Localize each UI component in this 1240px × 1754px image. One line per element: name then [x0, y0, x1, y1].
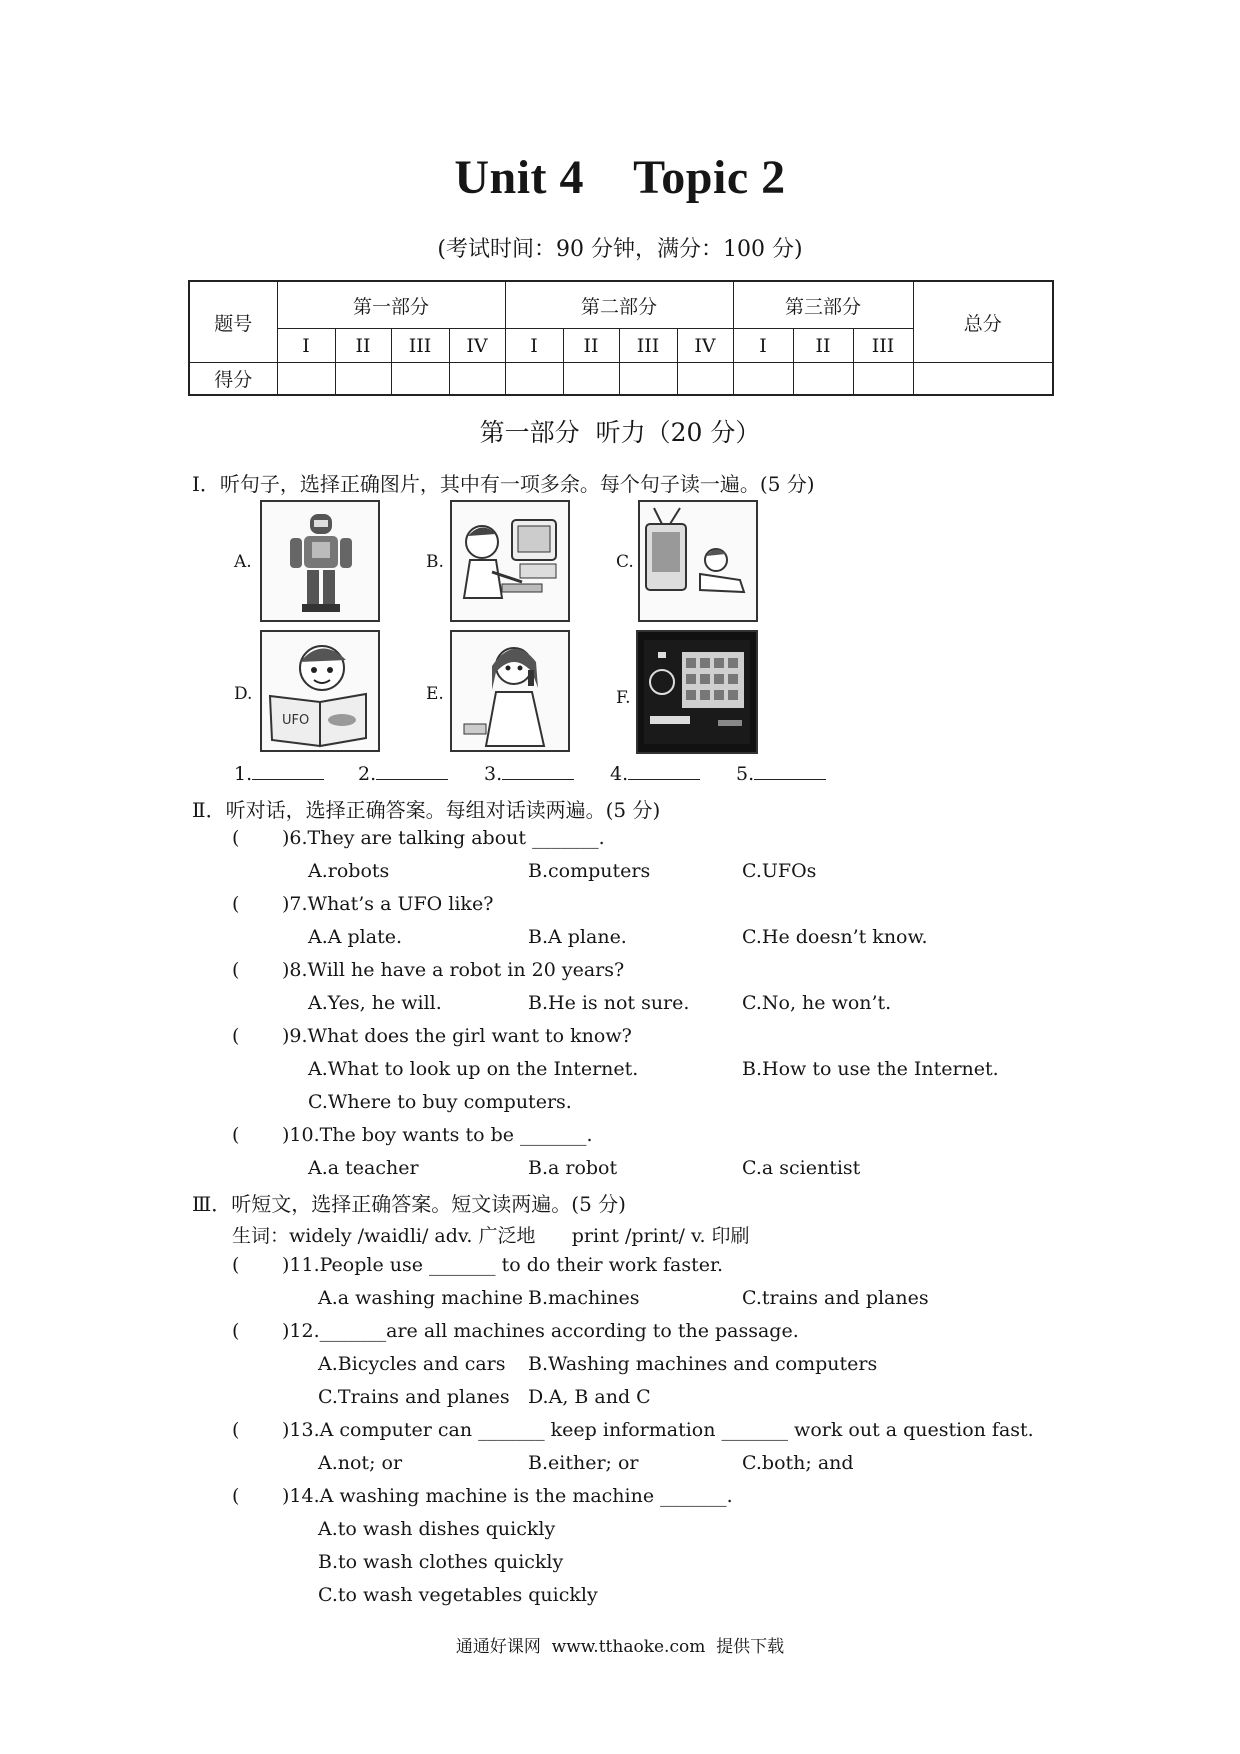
part1-col: II: [335, 329, 391, 363]
question-6: )6.They are talking about _______.: [282, 827, 605, 849]
score-cell[interactable]: [391, 363, 449, 396]
score-cell[interactable]: [277, 363, 335, 396]
robot-picture: [260, 500, 380, 622]
option-a: A.Bicycles and cars: [318, 1353, 506, 1375]
question-7: )7.What’s a UFO like?: [282, 893, 494, 915]
option-a: A.to wash dishes quickly: [318, 1518, 556, 1540]
option-a: A.robots: [308, 860, 390, 882]
score-cell[interactable]: [505, 363, 563, 396]
option-a: A.not; or: [318, 1452, 403, 1474]
answer-paren[interactable]: (: [232, 1254, 240, 1276]
score-cell[interactable]: [449, 363, 505, 396]
option-c: C.Where to buy computers.: [308, 1091, 572, 1113]
answer-paren[interactable]: (: [232, 827, 240, 849]
image-label: B.: [426, 552, 444, 572]
option-b: B.a robot: [528, 1157, 618, 1179]
part-ii-heading: Ⅱ．听对话，选择正确答案。每组对话读两遍。(5 分): [192, 798, 661, 822]
option-a: A.a washing machine: [318, 1287, 524, 1309]
question-12: )12._______are all machines according to the passage.: [282, 1320, 799, 1342]
score-cell[interactable]: [677, 363, 733, 396]
option-b: B.How to use the Internet.: [742, 1058, 999, 1080]
part-i-heading: Ⅰ．听句子，选择正确图片，其中有一项多余。每个句子读一遍。(5 分): [192, 472, 815, 496]
part3-col: II: [793, 329, 853, 363]
score-cell[interactable]: [733, 363, 793, 396]
answer-blank[interactable]: 3.: [484, 762, 574, 785]
section-title: 第一部分 听力（20 分）: [479, 418, 761, 447]
header-part3: 第三部分: [733, 281, 913, 329]
image-label: C.: [616, 552, 634, 572]
row-header-score: 得分: [189, 363, 277, 396]
option-c: C.UFOs: [742, 860, 817, 882]
vocabulary-note: 生词：widely /waidli/ adv. 广泛地 print /print/ v. 印刷: [232, 1225, 750, 1247]
option-b: B.to wash clothes quickly: [318, 1551, 564, 1573]
option-b: B.computers: [528, 860, 651, 882]
option-c: C.No, he won’t.: [742, 992, 892, 1014]
option-c: C.both; and: [742, 1452, 854, 1474]
option-b: B.machines: [528, 1287, 640, 1309]
part2-col: II: [563, 329, 619, 363]
option-c: C.He doesn’t know.: [742, 926, 928, 948]
answer-paren[interactable]: (: [232, 959, 240, 981]
score-cell[interactable]: [619, 363, 677, 396]
score-cell[interactable]: [853, 363, 913, 396]
svg-text:UFO: UFO: [282, 713, 310, 728]
part2-col: III: [619, 329, 677, 363]
option-c: C.trains and planes: [742, 1287, 929, 1309]
question-14: )14.A washing machine is the machine _______.: [282, 1485, 733, 1507]
question-9: )9.What does the girl want to know?: [282, 1025, 632, 1047]
option-a: A.A plate.: [308, 926, 403, 948]
option-a: A.What to look up on the Internet.: [308, 1058, 639, 1080]
part1-col: IV: [449, 329, 505, 363]
score-cell[interactable]: [335, 363, 391, 396]
tv-and-girl-picture: [638, 500, 758, 622]
answer-blank[interactable]: 4.: [610, 762, 700, 785]
score-cell[interactable]: [563, 363, 619, 396]
option-c: C.to wash vegetables quickly: [318, 1584, 598, 1606]
boy-at-computer-picture: [450, 500, 570, 622]
option-b: B.either; or: [528, 1452, 639, 1474]
question-8: )8.Will he have a robot in 20 years?: [282, 959, 625, 981]
option-b: B.Washing machines and computers: [528, 1353, 878, 1375]
answer-paren[interactable]: (: [232, 893, 240, 915]
score-table: [188, 280, 1054, 396]
girl-on-phone-picture: [450, 630, 570, 752]
part-iii-heading: Ⅲ．听短文，选择正确答案。短文读两遍。(5 分): [192, 1192, 626, 1216]
score-cell[interactable]: [793, 363, 853, 396]
answer-paren[interactable]: (: [232, 1320, 240, 1342]
option-d: D.A, B and C: [528, 1386, 651, 1408]
score-total-cell[interactable]: [913, 363, 1053, 396]
answer-paren[interactable]: (: [232, 1485, 240, 1507]
question-11: )11.People use _______ to do their work faster.: [282, 1254, 724, 1276]
image-label: D.: [234, 684, 253, 704]
image-label: E.: [426, 684, 444, 704]
image-label: F.: [616, 688, 631, 708]
header-total: 总分: [913, 281, 1053, 363]
boy-reading-ufo-book-picture: [260, 630, 380, 752]
page-footer: 通通好课网 www.tthaoke.com 提供下载: [455, 1637, 785, 1657]
answer-blank[interactable]: 2.: [358, 762, 448, 785]
row-header-question-no: 题号: [189, 281, 277, 363]
option-b: B.He is not sure.: [528, 992, 690, 1014]
part2-col: I: [505, 329, 563, 363]
option-c: C.a scientist: [742, 1157, 861, 1179]
page-title: Unit 4 Topic 2: [454, 151, 786, 204]
answer-paren[interactable]: (: [232, 1025, 240, 1047]
answer-paren[interactable]: (: [232, 1124, 240, 1146]
header-part1: 第一部分: [277, 281, 505, 329]
electronic-device-picture: [636, 630, 758, 754]
answer-blank[interactable]: 1.: [234, 762, 324, 785]
option-a: A.a teacher: [308, 1157, 419, 1179]
part2-col: IV: [677, 329, 733, 363]
part1-col: I: [277, 329, 335, 363]
exam-info: (考试时间：90 分钟，满分：100 分): [437, 237, 803, 262]
part3-col: I: [733, 329, 793, 363]
answer-paren[interactable]: (: [232, 1419, 240, 1441]
question-10: )10.The boy wants to be _______.: [282, 1124, 593, 1146]
image-label: A.: [234, 552, 252, 572]
option-b: B.A plane.: [528, 926, 627, 948]
answer-blank[interactable]: 5.: [736, 762, 826, 785]
option-a: A.Yes, he will.: [308, 992, 442, 1014]
header-part2: 第二部分: [505, 281, 733, 329]
question-13: )13.A computer can _______ keep information _______ work out a question fast.: [282, 1419, 1034, 1441]
part1-col: III: [391, 329, 449, 363]
option-c: C.Trains and planes: [318, 1386, 510, 1408]
part3-col: III: [853, 329, 913, 363]
